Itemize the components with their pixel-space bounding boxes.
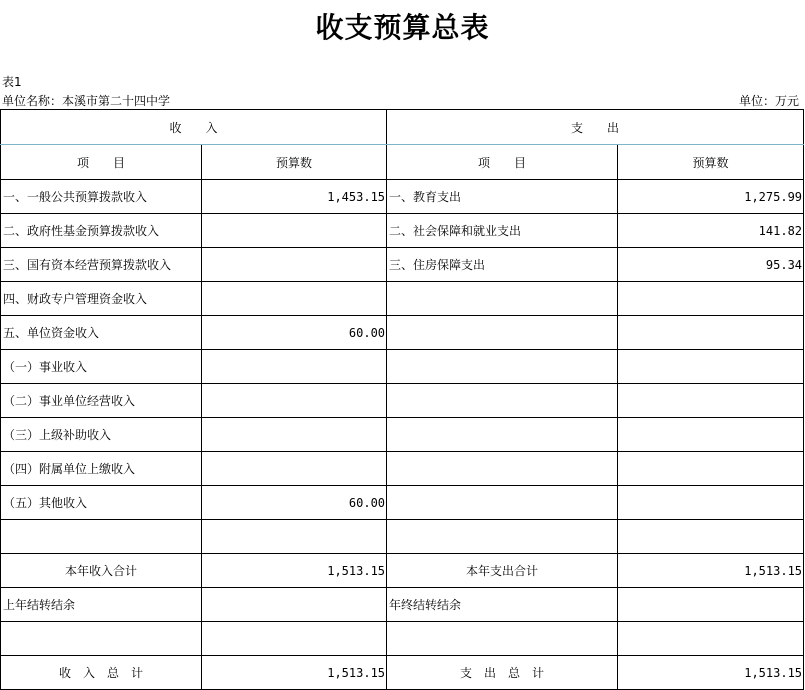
income-carry-value [202, 588, 387, 622]
expense-item-cell: 三、住房保障支出 [387, 248, 618, 282]
year-total-row [1, 554, 804, 588]
table-number: 表1 [2, 75, 22, 89]
expense-item-cell [387, 282, 618, 316]
expense-item-cell: 二、社会保障和就业支出 [387, 214, 618, 248]
expense-budget-cell [618, 486, 804, 520]
budget-summary-table [0, 109, 804, 690]
expense-budget-cell [618, 384, 804, 418]
page-title: 收支预算总表 [315, 11, 490, 44]
currency-unit: 单位：万元 [738, 94, 799, 108]
table-row [1, 384, 804, 418]
income-budget-cell: 1,453.15 [202, 180, 387, 214]
income-budget-cell [202, 418, 387, 452]
expense-section-header: 支 出 [387, 110, 804, 145]
table-row [1, 248, 804, 282]
expense-item-cell: 一、教育支出 [387, 180, 618, 214]
expense-budget-cell: 95.34 [618, 248, 804, 282]
table-row [1, 418, 804, 452]
income-item-header: 项 目 [1, 145, 202, 180]
table-row [1, 452, 804, 486]
income-year-total-value: 1,513.15 [202, 554, 387, 588]
table-row [1, 180, 804, 214]
income-carry-label: 上年结转结余 [1, 588, 202, 622]
table-row [1, 486, 804, 520]
income-year-total-label: 本年收入合计 [1, 554, 202, 588]
expense-grand-total-value: 1,513.15 [618, 656, 804, 690]
income-budget-cell: 60.00 [202, 316, 387, 350]
table-row [1, 350, 804, 384]
expense-budget-cell [618, 452, 804, 486]
expense-budget-header: 预算数 [618, 145, 804, 180]
expense-budget-cell [618, 520, 804, 554]
table-row [1, 282, 804, 316]
expense-item-cell [387, 384, 618, 418]
income-item-cell: （三）上级补助收入 [1, 418, 202, 452]
income-item-cell: （一）事业收入 [1, 350, 202, 384]
blank-row [1, 622, 804, 656]
income-section-header: 收 入 [1, 110, 387, 145]
income-item-cell: 三、国有资本经营预算拨款收入 [1, 248, 202, 282]
income-item-cell: 一、一般公共预算拨款收入 [1, 180, 202, 214]
unit-name: 单位名称：本溪市第二十四中学 [2, 94, 171, 108]
grand-total-row [1, 656, 804, 690]
income-item-cell: （五）其他收入 [1, 486, 202, 520]
income-budget-cell: 60.00 [202, 486, 387, 520]
income-budget-cell [202, 452, 387, 486]
income-budget-cell [202, 282, 387, 316]
income-budget-header: 预算数 [202, 145, 387, 180]
section-header-row [1, 110, 804, 145]
income-budget-cell [202, 384, 387, 418]
expense-item-cell [387, 520, 618, 554]
expense-carry-value [618, 588, 804, 622]
income-item-cell: （二）事业单位经营收入 [1, 384, 202, 418]
expense-item-cell [387, 452, 618, 486]
column-header-row [1, 145, 804, 180]
expense-year-total-label: 本年支出合计 [387, 554, 618, 588]
income-item-cell: 四、财政专户管理资金收入 [1, 282, 202, 316]
expense-item-cell [387, 350, 618, 384]
income-item-cell: （四）附属单位上缴收入 [1, 452, 202, 486]
expense-budget-cell: 1,275.99 [618, 180, 804, 214]
expense-item-cell [387, 418, 618, 452]
expense-year-total-value: 1,513.15 [618, 554, 804, 588]
expense-grand-total-label: 支 出 总 计 [387, 656, 618, 690]
expense-budget-cell: 141.82 [618, 214, 804, 248]
carry-over-row [1, 588, 804, 622]
table-row [1, 214, 804, 248]
income-budget-cell [202, 214, 387, 248]
table-body [1, 180, 804, 554]
expense-item-header: 项 目 [387, 145, 618, 180]
income-grand-total-label: 收 入 总 计 [1, 656, 202, 690]
expense-budget-cell [618, 282, 804, 316]
expense-budget-cell [618, 418, 804, 452]
income-budget-cell [202, 248, 387, 282]
expense-item-cell [387, 486, 618, 520]
income-item-cell [1, 520, 202, 554]
income-budget-cell [202, 350, 387, 384]
expense-budget-cell [618, 316, 804, 350]
expense-budget-cell [618, 350, 804, 384]
table-row [1, 520, 804, 554]
income-item-cell: 五、单位资金收入 [1, 316, 202, 350]
income-item-cell: 二、政府性基金预算拨款收入 [1, 214, 202, 248]
income-grand-total-value: 1,513.15 [202, 656, 387, 690]
income-budget-cell [202, 520, 387, 554]
expense-item-cell [387, 316, 618, 350]
table-row [1, 316, 804, 350]
expense-carry-label: 年终结转结余 [387, 588, 618, 622]
